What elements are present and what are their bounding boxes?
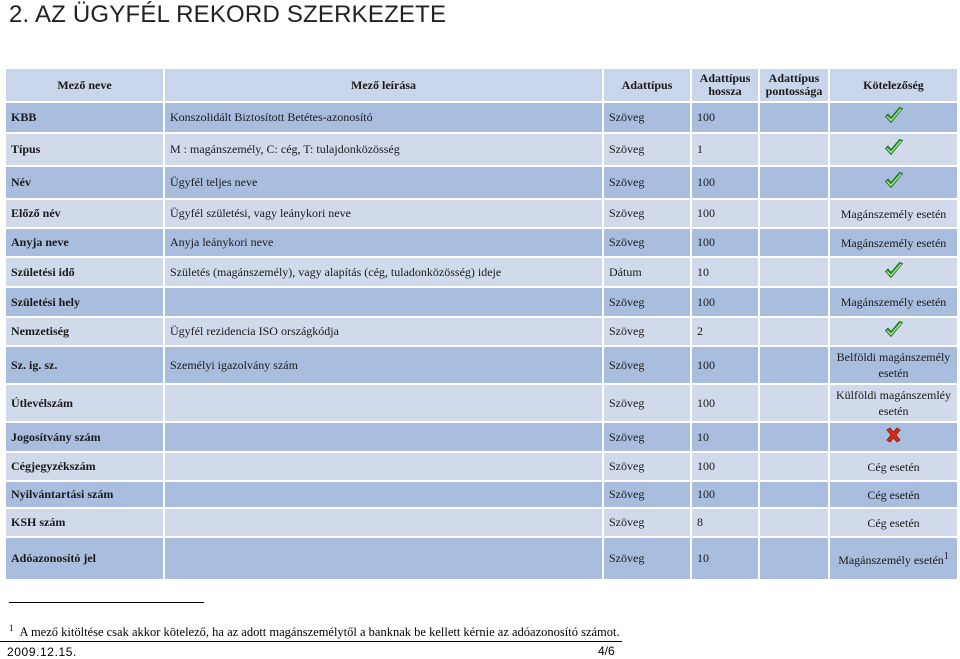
data-type-cell: Szöveg [603,346,691,384]
data-type-cell: Szöveg [603,199,691,228]
data-precision-cell [759,422,829,452]
data-length-cell: 100 [691,481,759,508]
header-data-length: Adattípus hossza [691,68,759,102]
data-length-cell: 100 [691,287,759,317]
data-length-cell: 100 [691,452,759,481]
table-row [5,452,958,481]
field-description-cell: Konszolidált Biztosított Betétes-azonosító [164,102,603,133]
data-precision-cell [759,102,829,133]
data-precision-cell [759,452,829,481]
field-description-cell [164,452,603,481]
field-description-cell: Ügyfél rezidencia ISO országkódja [164,317,603,346]
mandatory-condition-text: Magánszemély esetén [840,235,947,250]
data-precision-cell [759,537,829,580]
data-precision-cell [759,384,829,422]
checkmark-icon [884,320,904,343]
field-name-cell: Előző név [5,199,164,228]
data-precision-cell [759,199,829,228]
data-precision-cell [759,287,829,317]
field-description-cell: Ügyfél születési, vagy leánykori neve [164,199,603,228]
data-type-cell: Szöveg [603,422,691,452]
mandatory-cell [829,199,958,228]
mandatory-cell [829,537,958,580]
page-title: 2. AZ ÜGYFÉL REKORD SZERKEZETE [9,1,447,28]
mandatory-condition-text: Cég esetén [867,487,920,502]
table-row [5,166,958,199]
data-type-cell: Szöveg [603,228,691,257]
field-description-cell [164,384,603,422]
mandatory-condition-text: Magánszemély esetén [840,206,947,221]
table-row [5,199,958,228]
field-description-cell [164,422,603,452]
data-length-cell: 100 [691,102,759,133]
mandatory-condition-text: Külföldi magánszemléy esetén [836,388,951,418]
mandatory-condition-text: Magánszemély esetén [840,295,947,309]
field-name-cell: Nemzetiség [5,317,164,346]
data-type-cell: Szöveg [603,133,691,166]
field-description-cell: Születés (magánszemély), vagy alapítás (cég, tuladonközösség) ideje [164,257,603,287]
field-name-cell: Útlevélszám [5,384,164,422]
mandatory-condition-text: Cég esetén [867,515,920,530]
checkmark-icon [884,261,904,284]
mandatory-cell [829,481,958,508]
table-row [5,481,958,508]
data-length-cell: 10 [691,422,759,452]
field-description-cell [164,481,603,508]
field-name-cell: Jogosítvány szám [5,422,164,452]
data-type-cell: Szöveg [603,452,691,481]
field-name-cell: KSH szám [5,508,164,537]
field-name-cell: Sz. ig. sz. [5,346,164,384]
data-type-cell: Szöveg [603,166,691,199]
data-type-cell: Szöveg [603,508,691,537]
cross-icon [885,427,902,447]
data-length-cell: 2 [691,317,759,346]
field-description-cell: M : magánszemély, C: cég, T: tulajdonközösség [164,133,603,166]
mandatory-condition-text: Cég esetén [867,459,920,474]
table-row [5,317,958,346]
mandatory-cell [829,228,958,257]
data-type-cell: Szöveg [603,384,691,422]
checkmark-icon [884,171,904,194]
mandatory-cell [829,508,958,537]
mandatory-cell [829,166,958,199]
data-length-cell: 100 [691,346,759,384]
customer-record-table [4,67,959,581]
mandatory-cell [829,317,958,346]
data-type-cell: Szöveg [603,287,691,317]
field-description-cell: Személyi igazolvány szám [164,346,603,384]
footnote-separator [9,602,204,603]
table-row [5,537,958,580]
field-name-cell: Típus [5,133,164,166]
mandatory-cell [829,102,958,133]
table-row [5,508,958,537]
field-name-cell: KBB [5,102,164,133]
header-data-precision: Adattípus pontossága [759,68,829,102]
data-length-cell: 100 [691,166,759,199]
table-row [5,422,958,452]
checkmark-icon [884,138,904,161]
data-length-cell: 100 [691,384,759,422]
header-field-description: Mező leírása [164,68,603,102]
footer-rule [0,641,622,642]
field-name-cell: Születési hely [5,287,164,317]
field-name-cell: Születési idő [5,257,164,287]
data-precision-cell [759,508,829,537]
data-precision-cell [759,133,829,166]
mandatory-condition-text: Belföldi magánszemély esetén [836,350,951,380]
header-field-name: Mező neve [5,68,164,102]
table-row [5,346,958,384]
mandatory-cell [829,346,958,384]
mandatory-cell [829,133,958,166]
data-type-cell: Szöveg [603,102,691,133]
table-row [5,384,958,422]
field-name-cell: Anyja neve [5,228,164,257]
data-length-cell: 100 [691,199,759,228]
data-length-cell: 10 [691,537,759,580]
data-precision-cell [759,257,829,287]
mandatory-cell [829,384,958,422]
data-length-cell: 1 [691,133,759,166]
data-precision-cell [759,346,829,384]
field-description-cell [164,287,603,317]
data-length-cell: 10 [691,257,759,287]
data-type-cell: Szöveg [603,317,691,346]
table-row [5,287,958,317]
data-type-cell: Szöveg [603,537,691,580]
table-row [5,133,958,166]
data-precision-cell [759,317,829,346]
field-name-cell: Adóazonosító jel [5,537,164,580]
data-length-cell: 100 [691,228,759,257]
page-number: 4/6 [598,644,615,658]
footnote-reference: 1 [943,551,949,562]
field-description-cell [164,537,603,580]
field-name-cell: Név [5,166,164,199]
data-precision-cell [759,166,829,199]
data-length-cell: 8 [691,508,759,537]
table-row [5,102,958,133]
checkmark-icon [884,106,904,129]
footnote-text: A mező kitöltése csak akkor kötelező, ha az adott magánszemélytől a banknak be kellett kérnie az adóazonosító számot. [19,625,620,640]
field-description-cell: Ügyfél teljes neve [164,166,603,199]
data-precision-cell [759,228,829,257]
data-type-cell: Szöveg [603,481,691,508]
footer-date: 2009.12.15. [7,645,77,659]
header-data-type: Adattípus [603,68,691,102]
field-description-cell: Anyja leánykori neve [164,228,603,257]
mandatory-cell [829,422,958,452]
field-description-cell [164,508,603,537]
mandatory-condition-text: Magánszemély esetén [838,553,944,567]
data-type-cell: Dátum [603,257,691,287]
table-row [5,257,958,287]
mandatory-cell [829,452,958,481]
footnote [9,623,620,640]
field-name-cell: Nyilvántartási szám [5,481,164,508]
mandatory-cell [829,257,958,287]
table-row [5,228,958,257]
data-precision-cell [759,481,829,508]
header-mandatory: Kötelezőség [829,68,958,102]
field-name-cell: Cégjegyzékszám [5,452,164,481]
footnote-mark: 1 [9,623,14,633]
mandatory-cell [829,287,958,317]
table-header-row [5,68,958,102]
